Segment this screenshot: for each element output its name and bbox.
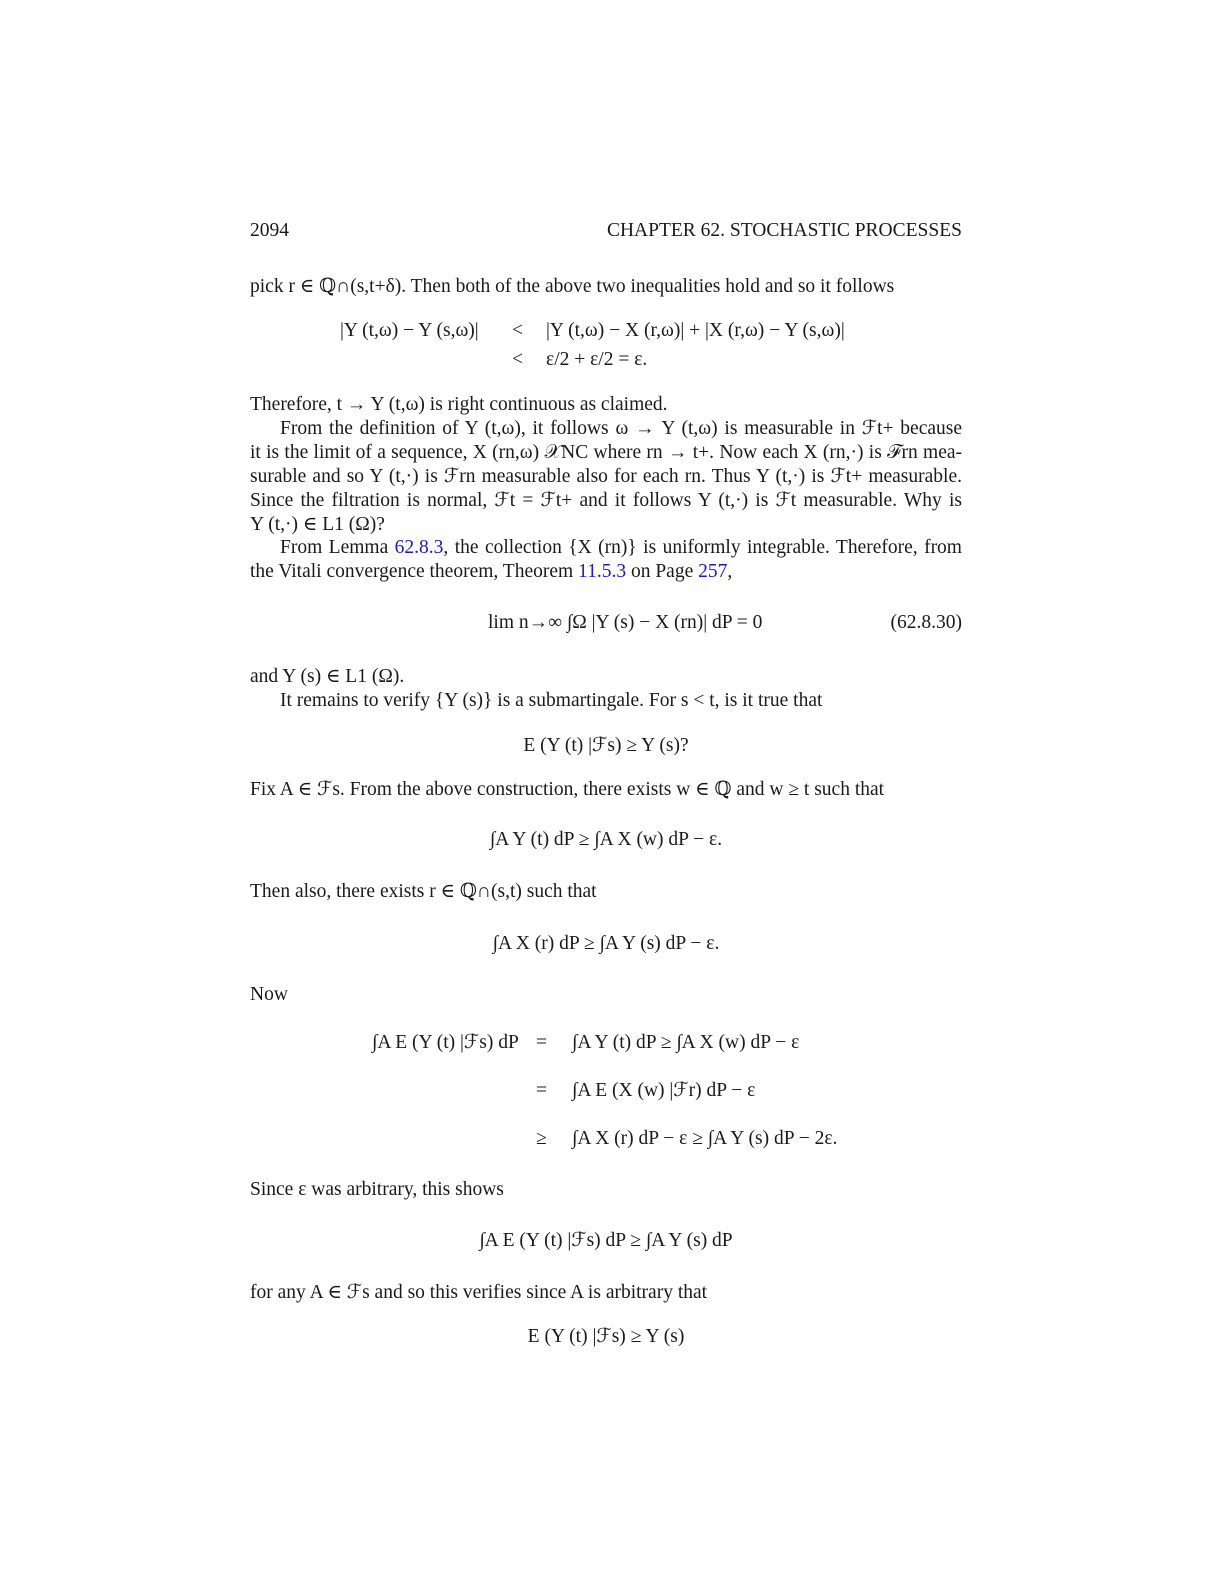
equation-relation: = [536, 1080, 547, 1101]
equation-rhs: ∫A Y (t) dP ≥ ∫A X (w) dP − ε [572, 1032, 800, 1053]
paragraph-line: Y (t,·) ∈ L1 (Ω)? [250, 514, 385, 535]
display-equation: E (Y (t) |ℱs) ≥ Y (s) [527, 1326, 685, 1347]
display-equation: E (Y (t) |ℱs) ≥ Y (s)? [523, 735, 689, 756]
theorem-link[interactable]: 11.5.3 [578, 561, 627, 582]
display-equation: lim n→∞ ∫Ω |Y (s) − X (rn)| dP = 0 [488, 612, 763, 633]
equation-number: (62.8.30) [890, 612, 962, 633]
equation-relation: = [536, 1032, 547, 1053]
equation-lhs: ∫A E (Y (t) |ℱs) dP [372, 1032, 519, 1053]
paragraph-line: It remains to verify {Y (s)} is a submartingale. For s < t, is it true that [280, 690, 823, 711]
paragraph-line: and Y (s) ∈ L1 (Ω). [250, 666, 405, 687]
display-equation: ∫A X (r) dP ≥ ∫A Y (s) dP − ε. [492, 933, 720, 954]
equation-rhs: |Y (t,ω) − X (r,ω)| + |X (r,ω) − Y (s,ω)| [546, 320, 845, 341]
page-number: 2094 [250, 220, 289, 241]
paragraph-line: From Lemma 62.8.3, the collection {X (rn)} is uniformly integrable. Therefore, from [280, 537, 962, 558]
paragraph-line: Now [250, 984, 288, 1005]
running-header [250, 219, 962, 243]
paragraph-line: it is the limit of a sequence, X (rn,ω) 𝒳NC where rn → t+. Now each X (rn,·) is ℱrn mea- [250, 442, 962, 463]
equation-lhs: |Y (t,ω) − Y (s,ω)| [340, 320, 479, 341]
equation-rhs: ∫A E (X (w) |ℱr) dP − ε [572, 1080, 756, 1101]
paragraph-line: From the definition of Y (t,ω), it follows ω → Y (t,ω) is measurable in ℱt+ because [280, 418, 962, 439]
chapter-title: CHAPTER 62. STOCHASTIC PROCESSES [606, 220, 962, 241]
equation-relation: < [512, 349, 523, 370]
equation-rhs: ∫A X (r) dP − ε ≥ ∫A Y (s) dP − 2ε. [572, 1128, 838, 1149]
paragraph-line: Since ε was arbitrary, this shows [250, 1179, 504, 1200]
paragraph-line: for any A ∈ ℱs and so this verifies since A is arbitrary that [250, 1282, 708, 1303]
paragraph-line: pick r ∈ ℚ∩(s,t+δ). Then both of the above two inequalities hold and so it follows [250, 276, 895, 297]
paragraph-line: Since the filtration is normal, ℱt = ℱt+ and it follows Y (t,·) is ℱt measurable. Why is [250, 490, 962, 511]
equation-rhs: ε/2 + ε/2 = ε. [546, 349, 648, 370]
paragraph-line: Therefore, t → Y (t,ω) is right continuous as claimed. [250, 394, 668, 415]
paragraph-line: the Vitali convergence theorem, Theorem 11.5.3 on Page 257, [250, 561, 733, 582]
equation-relation: < [512, 320, 523, 341]
display-equation: ∫A E (Y (t) |ℱs) dP ≥ ∫A Y (s) dP [479, 1230, 733, 1251]
paragraph-line: surable and so Y (t,·) is ℱrn measurable also for each rn. Thus Y (t,·) is ℱt+ measurable. [250, 466, 962, 487]
paragraph-line: Then also, there exists r ∈ ℚ∩(s,t) such that [250, 881, 597, 902]
equation-relation: ≥ [536, 1128, 547, 1149]
display-equation: ∫A Y (t) dP ≥ ∫A X (w) dP − ε. [489, 829, 723, 850]
paragraph-line: Fix A ∈ ℱs. From the above construction, there exists w ∈ ℚ and w ≥ t such that [250, 779, 885, 800]
lemma-link[interactable]: 62.8.3 [394, 537, 444, 558]
page-link[interactable]: 257 [698, 561, 728, 582]
